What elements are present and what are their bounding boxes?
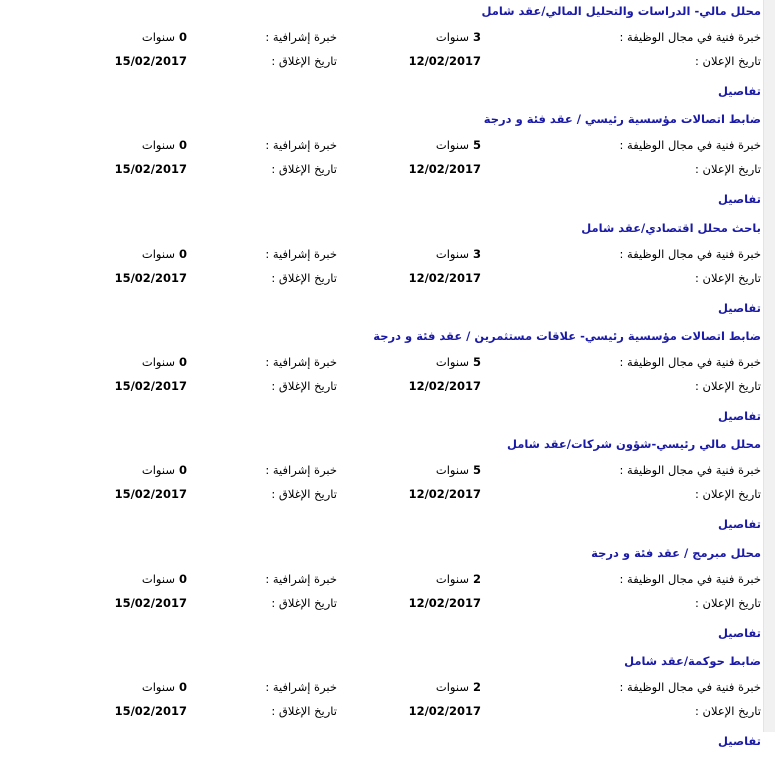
- sup-exp-label: خبرة إشرافية :: [265, 138, 337, 152]
- sup-exp-years: 0: [178, 247, 187, 261]
- years-unit: سنوات: [141, 463, 175, 477]
- dates-row: [0, 487, 764, 507]
- vertical-scrollbar[interactable]: [763, 0, 775, 732]
- sup-exp-years: 0: [178, 138, 187, 152]
- sup-exp-value: [142, 247, 187, 261]
- details-link[interactable]: تفاصيل: [718, 301, 761, 315]
- announce-date-value: 12/02/2017: [408, 704, 481, 718]
- experience-row: [0, 463, 764, 483]
- job-title-link[interactable]: محلل مالي- الدراسات والتحليل المالي/عقد شامل: [481, 4, 761, 18]
- announce-date-label: تاريخ الإعلان :: [695, 162, 761, 176]
- details-link[interactable]: تفاصيل: [718, 84, 761, 98]
- close-date-value: 15/02/2017: [114, 271, 187, 285]
- job-title-link[interactable]: ضابط اتصالات مؤسسية رئيسي / عقد فئة و درجة: [483, 112, 761, 126]
- sup-exp-value: [142, 463, 187, 477]
- tech-exp-years: 5: [472, 463, 481, 477]
- years-unit: سنوات: [435, 138, 469, 152]
- close-date-value: 15/02/2017: [114, 54, 187, 68]
- experience-row: [0, 247, 764, 267]
- announce-date-value: 12/02/2017: [408, 596, 481, 610]
- tech-exp-years: 2: [472, 572, 481, 586]
- job-listing: [0, 0, 764, 108]
- sup-exp-value: [142, 355, 187, 369]
- tech-exp-label: خبرة فنية في مجال الوظيفة :: [619, 680, 761, 694]
- job-listing: [0, 217, 764, 325]
- sup-exp-years: 0: [178, 30, 187, 44]
- announce-date-value: 12/02/2017: [408, 271, 481, 285]
- tech-exp-label: خبرة فنية في مجال الوظيفة :: [619, 247, 761, 261]
- job-listing: [0, 108, 764, 216]
- experience-row: [0, 138, 764, 158]
- years-unit: سنوات: [435, 680, 469, 694]
- dates-row: [0, 379, 764, 399]
- close-date-value: 15/02/2017: [114, 487, 187, 501]
- tech-exp-years: 3: [472, 247, 481, 261]
- sup-exp-label: خبرة إشرافية :: [265, 680, 337, 694]
- tech-exp-years: 5: [472, 138, 481, 152]
- years-unit: سنوات: [141, 138, 175, 152]
- sup-exp-value: [142, 680, 187, 694]
- details-link[interactable]: تفاصيل: [718, 626, 761, 640]
- announce-date-value: 12/02/2017: [408, 487, 481, 501]
- close-date-value: 15/02/2017: [114, 596, 187, 610]
- close-date-value: 15/02/2017: [114, 379, 187, 393]
- dates-row: [0, 704, 764, 724]
- tech-exp-label: خبرة فنية في مجال الوظيفة :: [619, 138, 761, 152]
- years-unit: سنوات: [141, 680, 175, 694]
- dates-row: [0, 271, 764, 291]
- dates-row: [0, 596, 764, 616]
- sup-exp-value: [142, 572, 187, 586]
- tech-exp-label: خبرة فنية في مجال الوظيفة :: [619, 355, 761, 369]
- job-listing: [0, 325, 764, 433]
- years-unit: سنوات: [435, 572, 469, 586]
- announce-date-value: 12/02/2017: [408, 379, 481, 393]
- tech-exp-value: [436, 572, 481, 586]
- close-date-label: تاريخ الإغلاق :: [271, 704, 337, 718]
- details-link[interactable]: تفاصيل: [718, 734, 761, 748]
- sup-exp-years: 0: [178, 680, 187, 694]
- tech-exp-label: خبرة فنية في مجال الوظيفة :: [619, 463, 761, 477]
- sup-exp-label: خبرة إشرافية :: [265, 355, 337, 369]
- job-title-link[interactable]: محلل مبرمج / عقد فئة و درجة: [591, 546, 761, 560]
- details-link[interactable]: تفاصيل: [718, 517, 761, 531]
- job-title-link[interactable]: ضابط حوكمة/عقد شامل: [624, 654, 761, 668]
- close-date-label: تاريخ الإغلاق :: [271, 54, 337, 68]
- job-listing: [0, 542, 764, 650]
- tech-exp-value: [436, 463, 481, 477]
- years-unit: سنوات: [141, 355, 175, 369]
- dates-row: [0, 162, 764, 182]
- years-unit: سنوات: [435, 355, 469, 369]
- tech-exp-value: [436, 355, 481, 369]
- announce-date-value: 12/02/2017: [408, 54, 481, 68]
- years-unit: سنوات: [435, 463, 469, 477]
- sup-exp-years: 0: [178, 572, 187, 586]
- tech-exp-label: خبرة فنية في مجال الوظيفة :: [619, 572, 761, 586]
- sup-exp-label: خبرة إشرافية :: [265, 572, 337, 586]
- tech-exp-value: [436, 247, 481, 261]
- tech-exp-value: [436, 30, 481, 44]
- tech-exp-years: 3: [472, 30, 481, 44]
- sup-exp-years: 0: [178, 355, 187, 369]
- tech-exp-label: خبرة فنية في مجال الوظيفة :: [619, 30, 761, 44]
- job-listing: [0, 650, 764, 758]
- years-unit: سنوات: [141, 247, 175, 261]
- tech-exp-years: 2: [472, 680, 481, 694]
- close-date-label: تاريخ الإغلاق :: [271, 379, 337, 393]
- announce-date-value: 12/02/2017: [408, 162, 481, 176]
- close-date-label: تاريخ الإغلاق :: [271, 487, 337, 501]
- close-date-value: 15/02/2017: [114, 162, 187, 176]
- announce-date-label: تاريخ الإعلان :: [695, 54, 761, 68]
- tech-exp-value: [436, 138, 481, 152]
- job-title-link[interactable]: ضابط اتصالات مؤسسية رئيسي- علاقات مستثمرين / عقد فئة و درجة: [373, 329, 761, 343]
- job-listing: [0, 433, 764, 541]
- job-title-link[interactable]: محلل مالي رئيسي-شؤون شركات/عقد شامل: [506, 437, 761, 451]
- details-link[interactable]: تفاصيل: [718, 409, 761, 423]
- years-unit: سنوات: [141, 30, 175, 44]
- close-date-label: تاريخ الإغلاق :: [271, 271, 337, 285]
- experience-row: [0, 30, 764, 50]
- sup-exp-value: [142, 30, 187, 44]
- close-date-label: تاريخ الإغلاق :: [271, 596, 337, 610]
- sup-exp-value: [142, 138, 187, 152]
- announce-date-label: تاريخ الإعلان :: [695, 487, 761, 501]
- sup-exp-years: 0: [178, 463, 187, 477]
- sup-exp-label: خبرة إشرافية :: [265, 463, 337, 477]
- announce-date-label: تاريخ الإعلان :: [695, 596, 761, 610]
- dates-row: [0, 54, 764, 74]
- tech-exp-value: [436, 680, 481, 694]
- details-link[interactable]: تفاصيل: [718, 192, 761, 206]
- experience-row: [0, 572, 764, 592]
- announce-date-label: تاريخ الإعلان :: [695, 379, 761, 393]
- announce-date-label: تاريخ الإعلان :: [695, 271, 761, 285]
- years-unit: سنوات: [435, 247, 469, 261]
- job-title-link[interactable]: باحث محلل اقتصادي/عقد شامل: [581, 221, 761, 235]
- close-date-label: تاريخ الإغلاق :: [271, 162, 337, 176]
- years-unit: سنوات: [141, 572, 175, 586]
- experience-row: [0, 355, 764, 375]
- years-unit: سنوات: [435, 30, 469, 44]
- close-date-value: 15/02/2017: [114, 704, 187, 718]
- experience-row: [0, 680, 764, 700]
- sup-exp-label: خبرة إشرافية :: [265, 247, 337, 261]
- announce-date-label: تاريخ الإعلان :: [695, 704, 761, 718]
- sup-exp-label: خبرة إشرافية :: [265, 30, 337, 44]
- tech-exp-years: 5: [472, 355, 481, 369]
